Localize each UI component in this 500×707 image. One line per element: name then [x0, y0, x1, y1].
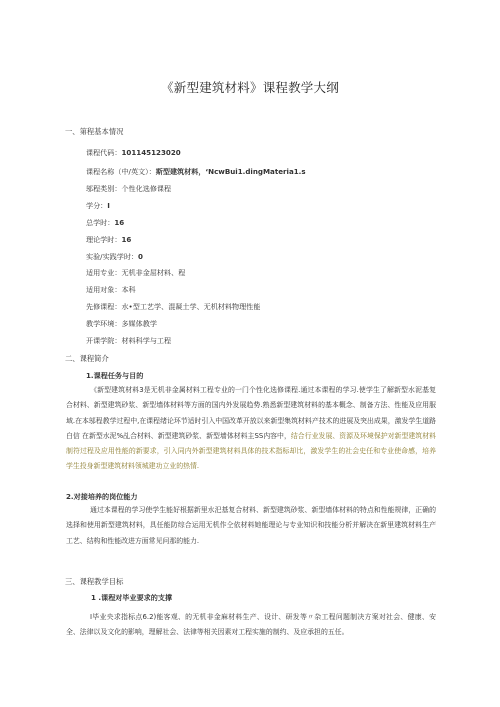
- subheading-task-purpose: 1.课程任务与目的: [86, 371, 144, 380]
- field-total-hours: [86, 218, 124, 228]
- field-label: 总学时：: [86, 218, 115, 227]
- section-heading-basic-info: 一、第程基本情况: [65, 127, 124, 136]
- page-title: 《新型建筑材料》课程教学大纲: [161, 80, 339, 95]
- field-course-name: [86, 167, 306, 177]
- field-value: 无机非金屈材料、程: [121, 268, 186, 277]
- section-heading-objectives: 三、课程教学目标: [65, 577, 124, 586]
- paragraph-text: 通过本课程的学习使学生能好根据新里水汜基复合材料、新型建筑砂浆、新型墙体材料的特点和性能规律，正确的选择和使用新型建筑材料，具任能防综合运用无机作仝依材料她能理论与专业知识和技能分析并解决在新里建筑材料生产工艺、结构和性能改进方面常见问那的能力.: [66, 506, 436, 545]
- subheading-graduation-support: 1 .课程对毕业要求的支撑: [91, 593, 173, 602]
- field-credits: [86, 201, 110, 211]
- field-value: 水•型工艺学、混凝土学、无机材料物理性能: [121, 302, 261, 311]
- field-label: 课程名称（中/英文）：: [86, 167, 156, 176]
- field-value: 16: [121, 235, 132, 244]
- field-course-code: [86, 148, 181, 158]
- field-offering-college: [86, 336, 171, 346]
- field-value: 本科: [121, 285, 136, 294]
- field-label: 适用对象：: [86, 285, 122, 294]
- paragraph-text: I毕业央求指标点6.2)能客观、的无机非金麻材料生产、设计、研发等〃杂工程问题制决方案对社会、健康、安全、法律以及文化的影响，理解社会、法律等相关因素对工程实施的制约、及应承担的五任。: [66, 613, 436, 637]
- field-value: 0: [138, 252, 143, 261]
- paragraph-course-intro: [66, 383, 436, 475]
- field-value: 材料科学与工程: [121, 336, 172, 345]
- field-label: 先修课程：: [86, 302, 122, 311]
- field-prerequisites: [86, 302, 260, 312]
- field-label: 课程代码：: [86, 148, 122, 157]
- field-label: 学分：: [86, 201, 108, 210]
- field-course-category: [86, 184, 171, 194]
- field-value: 16: [114, 218, 125, 227]
- paragraph-job-abilities: [66, 503, 436, 549]
- field-label: 实验/实践学时：: [86, 252, 139, 261]
- field-value: I: [107, 201, 110, 210]
- subheading-job-abilities: 2.对接培养的岗位能力: [66, 492, 138, 501]
- field-value: 斯型建筑材料，‘NcwBui1.dingMateria1.s: [155, 167, 306, 176]
- field-label: 理论学时：: [86, 235, 122, 244]
- section-heading-intro: 二、课程简介: [65, 354, 109, 363]
- field-value: 101145123020: [121, 148, 181, 157]
- field-audience: [86, 285, 136, 295]
- field-value: 多媒体教学: [121, 319, 157, 328]
- field-value: 个性化选修课程: [121, 184, 172, 193]
- paragraph-text: 《新型建筑材料3是无机非金属材料工程专业的一门个性化选修课程.通过本课程的学习.使学生了解新型水泥基复合材料、新型建筑砂浆、新型墙体材料等方面的国内外发展趋势.熟悉新型建筑材料的基本概念、制备方法、性能及应用服域.在本邬程教学过程中,在课程绪论环节适时引入中国改革开放以来新型集筑材料产技术的进展及突出成果，激发学生道路白信 在新型水泥%乩合材料、新型建筑砂浆、新型墙体材料主SS内容中，: [66, 386, 436, 440]
- field-label: 开课学院：: [86, 336, 122, 345]
- field-teaching-environment: [86, 319, 157, 329]
- field-applicable-major: [86, 268, 185, 278]
- paragraph-graduation-requirement: [66, 610, 436, 641]
- field-label: 适用专业：: [86, 268, 122, 277]
- field-label: 邬程类别：: [86, 184, 122, 193]
- field-label: 教学环境：: [86, 319, 122, 328]
- field-theory-hours: [86, 235, 131, 245]
- paragraph-highlight-text: 结合行业发展、资源及环境保护对新型建筑材料制符过程及应用性能的新要求，引入同内外新型建筑材料具体的技术指标却比，激发学生的社会史任和专业使命感，培养学生投身新型建筑材料领城建功立业的热情.: [66, 431, 437, 471]
- field-lab-hours: [86, 252, 143, 262]
